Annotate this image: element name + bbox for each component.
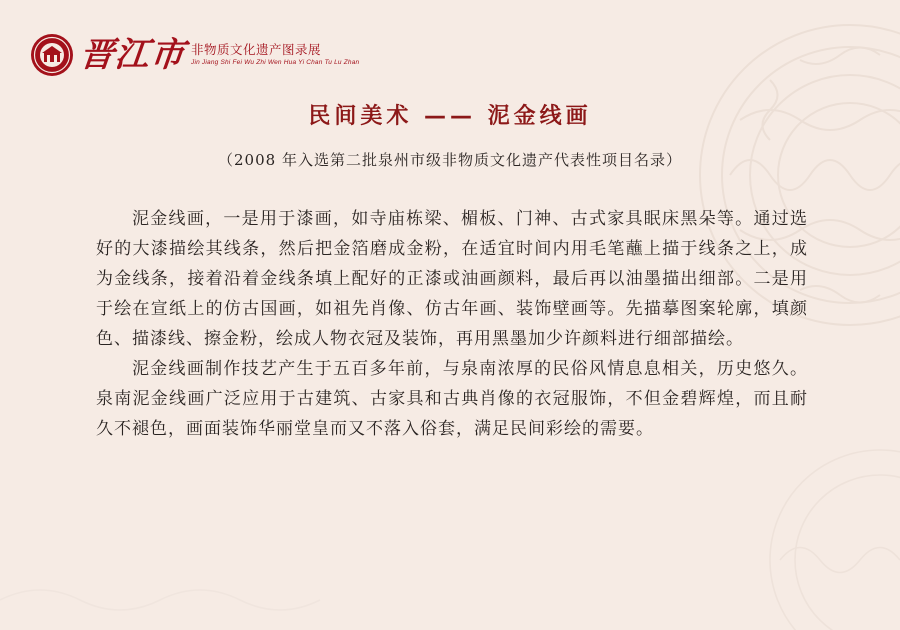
exhibition-name: 非物质文化遗产图录展 [191, 42, 322, 57]
page-subtitle: （2008 年入选第二批泉州市级非物质文化遗产代表性项目名录） [218, 151, 682, 169]
exhibition-header [30, 30, 359, 80]
brand-subtitle [191, 42, 359, 68]
body-text [96, 204, 808, 444]
paragraph-1: 泥金线画，一是用于漆画，如寺庙栋梁、楣板、门神、古式家具眠床黑朵等。通过选好的大漆描绘其线条，然后把金箔磨成金粉，在适宜时间内用毛笔蘸上描于线条之上，成为金线条，接着沿着金线条填上配好的正漆或油画颜料，最后再以油墨描出细部。二是用于绘在宣纸上的仿古国画，如祖先肖像、仿古年画、装饰壁画等。先描摹图案轮廓，填颜色、描漆线、擦金粉，绘成人物衣冠及装饰，再用黑墨加少许颜料进行细部描绘。 [96, 209, 808, 349]
seal-emblem-icon [30, 33, 74, 77]
exhibition-pinyin: Jin Jiang Shi Fei Wu Zhi Wen Hua Yi Chan Tu Lu Zhan [191, 59, 360, 66]
brand-name: 晋江市 [77, 35, 188, 75]
page-title: 民间美术 —— 泥金线画 [308, 104, 592, 129]
paragraph-2: 泥金线画制作技艺产生于五百多年前，与泉南浓厚的民俗风情息息相关，历史悠久。泉南泥金线画广泛应用于古建筑、古家具和古典肖像的衣冠服饰，不但金碧辉煌，而且耐久不褪色，画面装饰华丽堂皇而又不落入俗套，满足民间彩绘的需要。 [96, 359, 808, 439]
